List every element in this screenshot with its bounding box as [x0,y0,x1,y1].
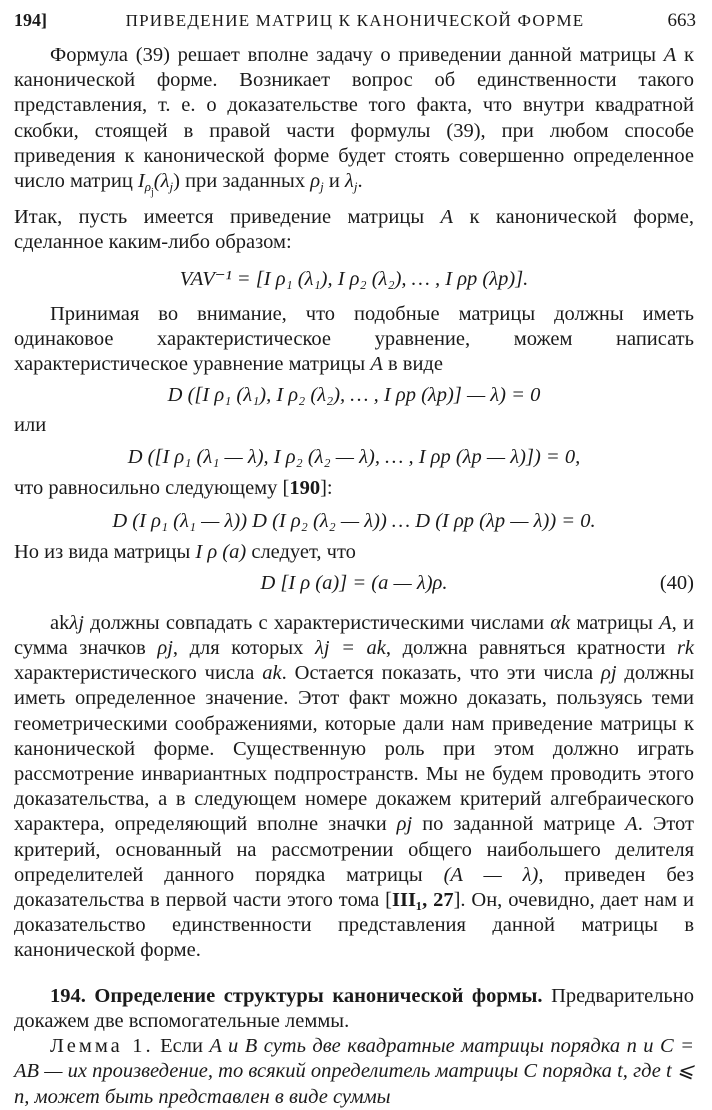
equation-number: (40) [659,571,694,594]
reference-190: 190 [289,477,321,500]
reference-iii-27: III₁, 27 [391,889,454,912]
formula-characteristic-1: D ([I ρ₁ (λ₁), I ρ₂ (λ₂), … , I ρp (λp)] — λ) = 0 [167,384,541,407]
section-title: 194. Определение структуры канонической формы. [50,984,543,1007]
formula-40-body: D [I ρ (a)] = (a — λ)ρ. [260,571,448,594]
paragraph-similar-matrices: Принимая во внимание, что подобные матрицы должны иметь одинаковое характеристическое уравнение, можем написать характеристическое уравнение матрицы A в виде [14,302,694,376]
running-title: ПРИВЕДЕНИЕ МАТРИЦ К КАНОНИЧЕСКОЙ ФОРМЕ [125,11,585,30]
formula-characteristic-2: D ([I ρ₁ (λ₁ — λ), I ρ₂ (λ₂ — λ), … , I ρp (λp — λ)]) = 0, [127,446,581,469]
formula-vav: VAV⁻¹ = [I ρ₁ (λ₁), I ρ₂ (λ₂), … , I ρp (λp)]. [179,267,529,290]
page-number: 663 [667,10,696,31]
text-equivalent: что равносильно следующему [190]: [14,477,333,500]
formula-40 [14,565,694,601]
text-or: или [14,414,47,437]
lemma-1: Лемма 1. Если A и B суть две квадратные матрицы порядка n и C = AB — их произведение, то всякий определитель матрицы C порядка t, где t ⩽ n, может быть представлен в виде суммы [14,1035,694,1108]
formula-product: D (I ρ₁ (λ₁ — λ)) D (I ρ₂ (λ₂ — λ)) … D (I ρp (λp — λ)) = 0. [112,509,596,532]
paragraph-reduction: Итак, пусть имеется приведение матрицы A к канонической форме, сделанное каким-либо образом: [14,206,694,254]
paragraph-conclusion: akλj должны совпадать с характеристическими числами αk матрицы A, и сумма значков ρj, для которых λj = ak, должна равняться кратности rk характеристического числа ak. Остается показать, что эти числа ρj должны иметь определенное значение. Этот факт можно доказать, пользуясь теми геометрическими соображениями, которые дали нам приведение матрицы к канонической форме. Существенную роль при этом должно играть рассмотрение инвариантных подпространств. Мы не будем проводить этого доказательства, а в следующем номере докажем критерий алгебраического характера, определяющий вполне значки ρj по заданной матрице A. Этот критерий, основанный на рассмотрении общего наибольшего делителя определителей данного порядка матрицы (A — λ), приведен без доказательства в первой части этого тома [III₁, 27]. Он, очевидно, дает нам и доказательство единственности представления данной матрицы в канонической форме. [14,611,695,962]
text-from-form: Но из вида матрицы I ρ (a) следует, что [14,540,356,563]
lemma-label: Лемма 1. [50,1035,154,1058]
section-number: 194] [14,10,47,30]
section-194-heading: 194. Определение структуры канонической формы. Предварительно докажем две вспомогательные леммы. [14,984,695,1032]
running-header [14,10,696,36]
page-body [14,43,694,1110]
paragraph-formula-39: Формула (39) решает вполне задачу о приведении данной матрицы A к канонической форме. Возникает вопрос об единственности такого представления, т. е. о доказательстве того факта, что внутри квадратной скобки, стоящей в правой части формулы (39), при любом способе приведения к канонической форме будет стоять совершенно определенное число матриц $I_{\rho_j}(\lambda_j)$ при заданных $\rho_j$ и $\lambda_j$. [14,44,694,199]
